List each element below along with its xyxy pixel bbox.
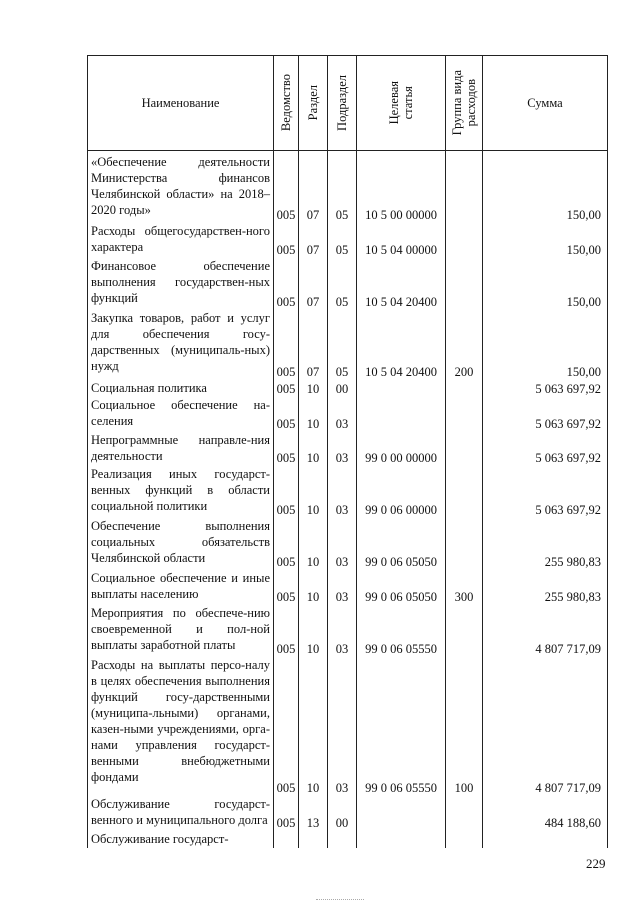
table-row	[88, 518, 608, 570]
row-razdel: 10	[299, 397, 328, 432]
budget-table	[87, 55, 608, 848]
row-gruppa	[446, 258, 483, 310]
header-vedomstvo: Ведомство	[274, 56, 299, 151]
row-celevaya: 99 0 06 00000	[357, 466, 446, 518]
row-gruppa	[446, 223, 483, 258]
row-gruppa	[446, 831, 483, 848]
row-vedomstvo: 005	[274, 796, 299, 831]
row-podrazdel: 03	[328, 466, 357, 518]
header-name: Наименование	[88, 56, 274, 151]
row-name: «Обеспечение деятельности Министерства финансов Челябинской области» на 2018–2020 годы»	[88, 154, 274, 223]
row-celevaya: 99 0 06 05050	[357, 518, 446, 570]
row-podrazdel: 03	[328, 518, 357, 570]
row-celevaya: 99 0 06 05550	[357, 657, 446, 796]
row-razdel: 07	[299, 154, 328, 223]
table-row	[88, 380, 608, 397]
row-razdel: 10	[299, 657, 328, 796]
row-name: Социальное обеспечение на-селения	[88, 397, 274, 432]
row-podrazdel: 03	[328, 397, 357, 432]
row-razdel: 10	[299, 380, 328, 397]
row-vedomstvo: 005	[274, 310, 299, 379]
row-name: Обеспечение выполнения социальных обязательств Челябинской области	[88, 518, 274, 570]
table-row	[88, 432, 608, 467]
row-celevaya: 99 0 00 00000	[357, 432, 446, 467]
row-gruppa	[446, 796, 483, 831]
row-celevaya: 10 5 04 20400	[357, 310, 446, 379]
header-row	[88, 56, 608, 151]
row-celevaya: 99 0 06 05550	[357, 605, 446, 657]
row-celevaya: 99 0 06 05050	[357, 570, 446, 605]
row-vedomstvo: 005	[274, 466, 299, 518]
row-name: Закупка товаров, работ и услуг для обеспечения госу-дарственных (муниципаль-ных) нужд	[88, 310, 274, 379]
row-summa: 5 063 697,92	[483, 397, 608, 432]
row-gruppa	[446, 518, 483, 570]
table-row	[88, 223, 608, 258]
row-vedomstvo: 005	[274, 518, 299, 570]
table-row	[88, 466, 608, 518]
row-celevaya: 10 5 04 20400	[357, 258, 446, 310]
row-summa: 255 980,83	[483, 518, 608, 570]
row-summa: 5 063 697,92	[483, 466, 608, 518]
footer-divider	[316, 899, 364, 900]
row-gruppa	[446, 605, 483, 657]
row-name: Финансовое обеспечение выполнения государствен-ных функций	[88, 258, 274, 310]
header-gruppa: Группа вида расходов	[446, 56, 483, 151]
row-name: Социальная политика	[88, 380, 274, 397]
row-vedomstvo: 005	[274, 154, 299, 223]
row-vedomstvo	[274, 831, 299, 848]
row-name: Социальное обеспечение и иные выплаты населению	[88, 570, 274, 605]
row-gruppa	[446, 380, 483, 397]
table-row	[88, 605, 608, 657]
header-razdel: Раздел	[299, 56, 328, 151]
row-razdel: 13	[299, 796, 328, 831]
table-row	[88, 831, 608, 848]
row-summa: 150,00	[483, 310, 608, 379]
row-razdel: 10	[299, 570, 328, 605]
table-row	[88, 397, 608, 432]
row-razdel: 07	[299, 223, 328, 258]
header-summa: Сумма	[483, 56, 608, 151]
row-gruppa: 200	[446, 310, 483, 379]
row-razdel: 10	[299, 432, 328, 467]
table-row	[88, 154, 608, 223]
table-row	[88, 796, 608, 831]
row-celevaya: 10 5 00 00000	[357, 154, 446, 223]
row-vedomstvo: 005	[274, 223, 299, 258]
row-podrazdel	[328, 831, 357, 848]
row-vedomstvo: 005	[274, 258, 299, 310]
row-name: Реализация иных государст-венных функций в области социальной политики	[88, 466, 274, 518]
row-podrazdel: 03	[328, 570, 357, 605]
row-vedomstvo: 005	[274, 570, 299, 605]
row-podrazdel: 03	[328, 432, 357, 467]
row-razdel	[299, 831, 328, 848]
row-podrazdel: 05	[328, 310, 357, 379]
row-razdel: 07	[299, 258, 328, 310]
row-summa: 255 980,83	[483, 570, 608, 605]
row-summa: 150,00	[483, 258, 608, 310]
row-gruppa	[446, 154, 483, 223]
row-gruppa	[446, 466, 483, 518]
row-vedomstvo: 005	[274, 432, 299, 467]
row-name: Непрограммные направле-ния деятельности	[88, 432, 274, 467]
row-summa: 150,00	[483, 154, 608, 223]
row-vedomstvo: 005	[274, 380, 299, 397]
table-row	[88, 570, 608, 605]
row-name: Мероприятия по обеспече-нию своевременной и пол-ной выплаты заработной платы	[88, 605, 274, 657]
row-celevaya: 10 5 04 00000	[357, 223, 446, 258]
row-podrazdel: 05	[328, 223, 357, 258]
row-gruppa	[446, 432, 483, 467]
row-gruppa: 300	[446, 570, 483, 605]
row-vedomstvo: 005	[274, 397, 299, 432]
row-podrazdel: 00	[328, 380, 357, 397]
row-razdel: 07	[299, 310, 328, 379]
row-razdel: 10	[299, 518, 328, 570]
row-razdel: 10	[299, 605, 328, 657]
row-gruppa	[446, 397, 483, 432]
row-name: Расходы на выплаты персо-налу в целях обеспечения выполнения функций госу-дарственными (муниципа-льными) органами, казен-ными учреждениями, орга-нами управления государст-венными внебюджетными фондами	[88, 657, 274, 796]
row-summa: 5 063 697,92	[483, 432, 608, 467]
table-body	[88, 151, 608, 849]
table-row	[88, 657, 608, 796]
row-razdel: 10	[299, 466, 328, 518]
row-summa: 484 188,60	[483, 796, 608, 831]
row-podrazdel: 05	[328, 154, 357, 223]
table-row	[88, 310, 608, 379]
header-celevaya: Целевая статья	[357, 56, 446, 151]
row-name: Расходы общегосударствен-ного характера	[88, 223, 274, 258]
header-podrazdel: Подраздел	[328, 56, 357, 151]
row-podrazdel: 03	[328, 605, 357, 657]
row-name: Обслуживание государст-венного и муниципального долга	[88, 796, 274, 831]
row-celevaya	[357, 380, 446, 397]
row-celevaya	[357, 796, 446, 831]
row-celevaya	[357, 397, 446, 432]
row-vedomstvo: 005	[274, 657, 299, 796]
table-row	[88, 258, 608, 310]
row-podrazdel: 00	[328, 796, 357, 831]
row-celevaya	[357, 831, 446, 848]
row-podrazdel: 05	[328, 258, 357, 310]
row-summa	[483, 831, 608, 848]
row-name: Обслуживание государст-	[88, 831, 274, 848]
row-gruppa: 100	[446, 657, 483, 796]
row-podrazdel: 03	[328, 657, 357, 796]
row-summa: 150,00	[483, 223, 608, 258]
row-summa: 5 063 697,92	[483, 380, 608, 397]
row-summa: 4 807 717,09	[483, 657, 608, 796]
page-number: 229	[586, 856, 606, 871]
row-vedomstvo: 005	[274, 605, 299, 657]
row-summa: 4 807 717,09	[483, 605, 608, 657]
